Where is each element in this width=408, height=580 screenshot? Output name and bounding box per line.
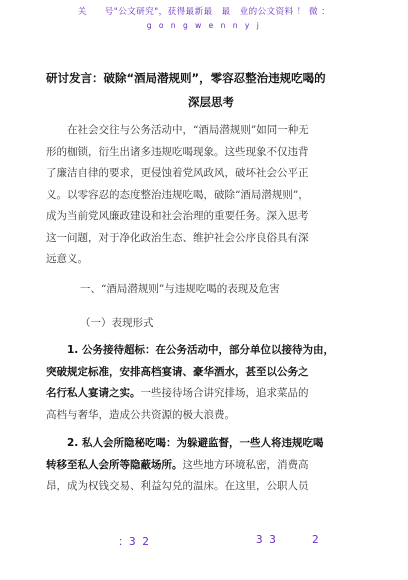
item-2-text: 昂，成为权钱交易、利益勾兑的温床。在这里，公职人员 (46, 480, 309, 492)
intro-line: 成为当前党风廉政建设和社会治理的重要任务。深入思考 (46, 210, 309, 222)
intro-line: 远意义。 (46, 253, 88, 265)
item-1-paragraph (46, 340, 364, 426)
intro-line: 义。以零容忍的态度整治违规吃喝，破除“酒局潜规则”， (46, 188, 309, 201)
promo-banner (0, 6, 408, 32)
intro-line: 在社会交往与公务活动中，“酒局潜规则”如同一种无 (67, 124, 309, 136)
item-1-bold-line: 1. 公务接待超标：在公务活动中，部分单位以接待为由， (67, 344, 334, 356)
footer-mid: 3 3 (256, 533, 276, 546)
item-2-text: 这些地方环境私密，消费高 (182, 458, 309, 471)
section-heading: 一、“酒局潜规则”与违规吃喝的表现及危害 (80, 283, 280, 295)
item-1-bold-line: 突破规定标准，安排高档宴请、豪华酒水，甚至以公务之 (46, 365, 309, 378)
intro-line: 了廉洁自律的要求，更侵蚀着党风政风，破坏社会公平正 (46, 167, 309, 179)
intro-line: 形的枷锁，衍生出诸多违规吃喝现象。这些现象不仅违背 (46, 145, 309, 158)
footer-right: 2 (312, 533, 319, 546)
promo-banner-line1: 关 号"公文研究"，获得最新最 最 业的公文资料 ！ 微 ： (77, 7, 331, 17)
title-line-1: 研讨发言：破除“酒局潜规则”，零容忍整治违规吃喝的 (46, 71, 326, 85)
document-title (46, 66, 376, 114)
item-2-paragraph (46, 433, 364, 498)
promo-banner-line2: g o n g w e n n y j (146, 21, 262, 30)
item-1-bold-line: 名行私人宴请之实。 (46, 387, 141, 399)
item-1-text: 一些接待场合讲究排场，追求菜品的 (140, 387, 309, 399)
footer-left: ：3 2 (118, 535, 149, 548)
item-1-text: 高档与奢华，造成公共资源的极大浪费。 (46, 408, 235, 421)
intro-paragraph (46, 120, 364, 271)
item-2-bold-line: 2. 私人会所隐秘吃喝：为躲避监督，一些人将违规吃喝 (67, 437, 324, 449)
title-line-2: 深层思考 (188, 95, 234, 109)
subsection-heading: （一）表现形式 (80, 317, 154, 329)
item-2-bold-line: 转移至私人会所等隐蔽场所。 (46, 458, 183, 471)
intro-line: 这一问题，对于净化政治生态、维护社会公序良俗具有深 (46, 231, 309, 244)
